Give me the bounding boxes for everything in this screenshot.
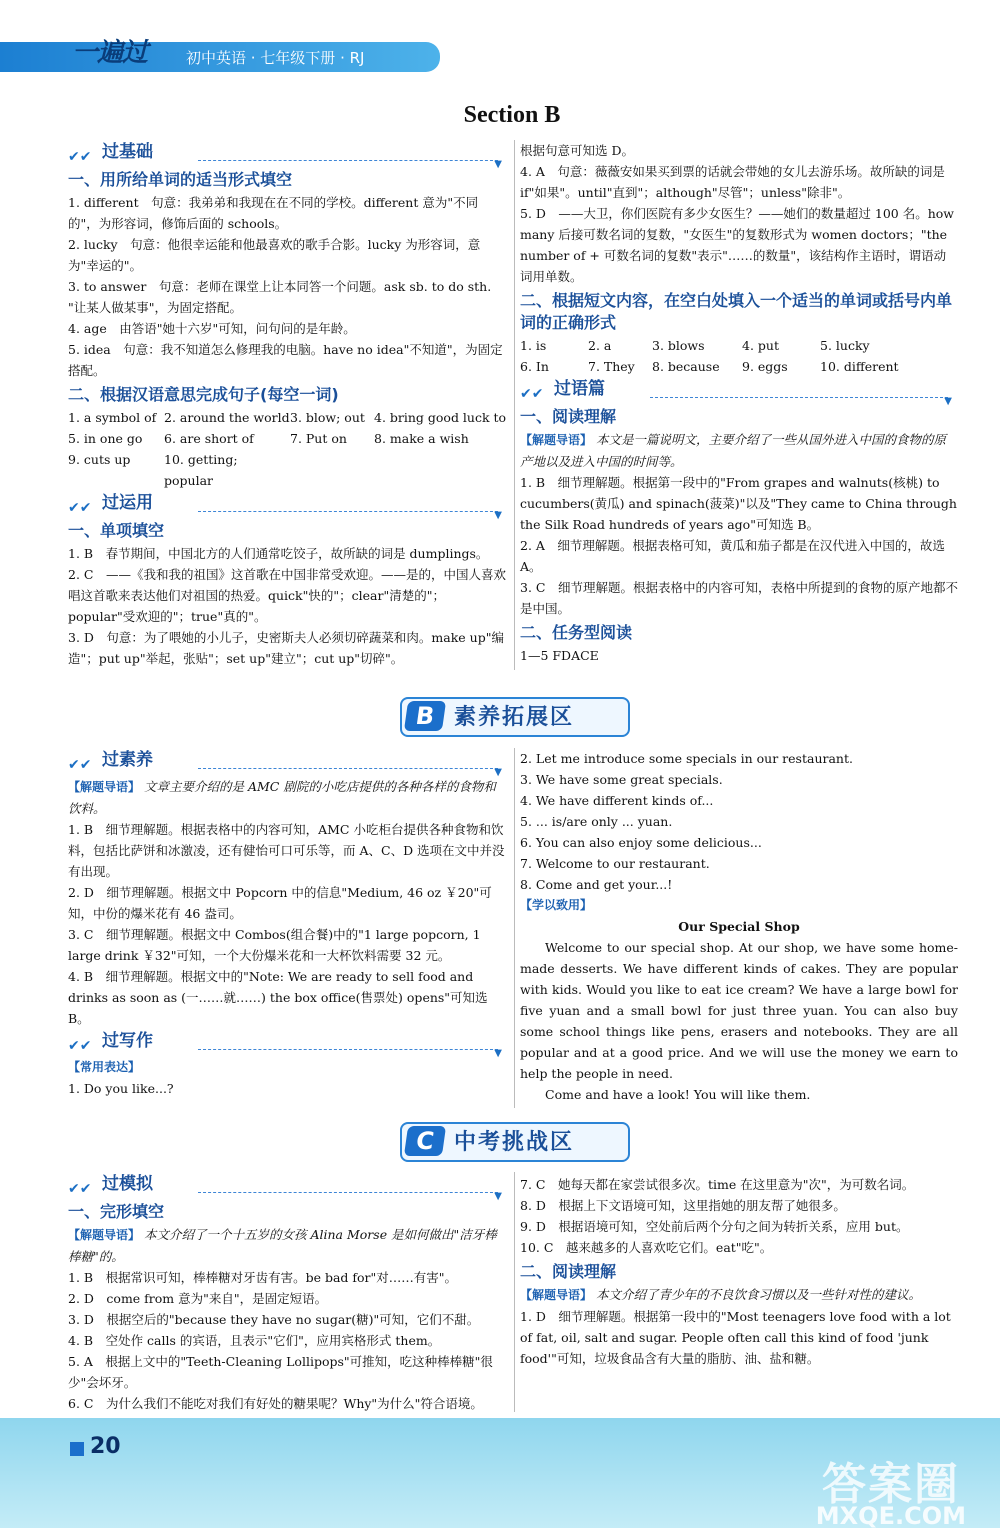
answer-item: 2. D 细节理解题。根据文中 Popcorn 中的信息"Medium, 46 oz ￥20"可知，中份的爆米花有 46 盎司。 bbox=[68, 885, 492, 921]
guide-text: 【解题导语】 本文是一篇说明文，主要介绍了一些从国外进入中国的食物的原产地以及进入中国的时间等。 bbox=[520, 432, 947, 469]
band-application: ✔✔ 过运用 ▼ bbox=[68, 495, 508, 517]
essay-paragraph: Welcome to our special shop. At our shop, we have some home-made desserts. We have different kinds of cakes. They are popular with kids. Would you like to eat ice cream? We have a large bowl for five yuan and a small bowl for just three yuan. You can also buy some school things like pens, erasers and notebooks. They are all popular and at a good price. And we will use the money we earn to help the people in need. bbox=[520, 940, 958, 1081]
heading-task-reading: 二、任务型阅读 bbox=[520, 623, 633, 642]
answer-item: 2. D come from 意为"来自"，是固定短语。 bbox=[68, 1291, 328, 1306]
answer-row: 9. cuts up 10. getting; popular bbox=[68, 452, 238, 488]
page-footer bbox=[0, 1418, 1000, 1528]
heading-complete-sentences: 二、根据汉语意思完成句子(每空一词) bbox=[68, 385, 339, 404]
arrow-down-icon: ▼ bbox=[494, 510, 502, 521]
heading-reading: 二、阅读理解 bbox=[520, 1262, 617, 1281]
expression-item: 7. Welcome to our restaurant. bbox=[520, 856, 710, 871]
answer-item: 4. B 空处作 calls 的宾语，且表示"它们"，应用宾格形式 them。 bbox=[68, 1333, 441, 1348]
answer-item: 4. A 句意：薇薇安如果买到票的话就会带她的女儿去游乐场。故所缺的词是 if"如果"。until"直到"；although"尽管"；unless"除非"。 bbox=[520, 164, 945, 200]
expression-item: 4. We have different kinds of... bbox=[520, 793, 714, 808]
answer-item: 4. age 由答语"她十六岁"可知，问句问的是年龄。 bbox=[68, 321, 356, 336]
band-literacy: ✔✔ 过素养 ▼ bbox=[68, 752, 508, 774]
answer-item: 3. C 细节理解题。根据表格中的内容可知，表格中所提到的食物的原产地都不是中国。 bbox=[520, 580, 958, 616]
column-divider bbox=[514, 1172, 515, 1412]
expression-item: 6. You can also enjoy some delicious... bbox=[520, 835, 762, 850]
answer-item: 1. D 细节理解题。根据第一段中的"Most teenagers love food with a lot of fat, oil, salt and sugar. People often call this kind of food 'junk food'"可知，垃圾食品含有大量的脂肪、油、盐和糖。 bbox=[520, 1309, 951, 1366]
answer-item: 2. A 细节理解题。根据表格可知，黄瓜和茄子都是在汉代进入中国的，故选 A。 bbox=[520, 538, 945, 574]
expressions-tag: 【常用表达】 bbox=[68, 1060, 141, 1074]
banner-label: 中考挑战区 bbox=[454, 1130, 575, 1155]
heading-word-forms: 一、用所给单词的适当形式填空 bbox=[68, 170, 293, 189]
arrow-down-icon: ▼ bbox=[494, 1191, 502, 1202]
band-writing: ✔✔ 过写作 ▼ bbox=[68, 1033, 508, 1055]
check-marks-icon: ✔✔ bbox=[68, 1181, 92, 1197]
answer-item: 2. C ——《我和我的祖国》这首歌在中国非常受欢迎。——是的，中国人喜欢唱这首歌来表达他们对祖国的热爱。quick"快的"；clear"清楚的"；popular"受欢迎的"；true"真的"。 bbox=[68, 567, 506, 624]
heading-cloze: 一、完形填空 bbox=[68, 1202, 165, 1221]
answer-item: 根据句意可知选 D。 bbox=[520, 143, 634, 158]
bottom-left-column bbox=[68, 1172, 508, 1414]
expression-item: 5. ... is/are only ... yuan. bbox=[520, 814, 673, 829]
essay-body bbox=[520, 937, 958, 1105]
answer-item: 3. D 根据空后的"because they have no sugar(糖)"可知，它们不甜。 bbox=[68, 1312, 480, 1327]
banner-literacy-zone bbox=[400, 697, 630, 737]
answer-item: 1. B 细节理解题。根据第一段中的"From grapes and walnuts(核桃) to cucumbers(黄瓜) and spinach(菠菜)"以及"They came to China through the Silk Road hundreds of years ago"可知选 B。 bbox=[520, 475, 957, 532]
column-divider bbox=[514, 140, 515, 670]
band-simulation: ✔✔ 过模拟 ▼ bbox=[68, 1176, 508, 1198]
expression-item: 2. Let me introduce some specials in our restaurant. bbox=[520, 751, 853, 766]
answer-row: 1. is 2. a 3. blows 4. put 5. lucky bbox=[520, 338, 870, 353]
apply-tag: 【学以致用】 bbox=[520, 898, 593, 912]
watermark-url: MXQE.COM bbox=[815, 1502, 966, 1530]
answer-item: 4. B 细节理解题。根据文中的"Note: We are ready to sell food and drinks as soon as (一……就……) the box office(售票处) opens"可知选 B。 bbox=[68, 969, 488, 1026]
answer-item: 7. C 她每天都在家尝试很多次。time 在这里意为"次"，为可数名词。 bbox=[520, 1177, 915, 1192]
answer-item: 3. C 细节理解题。根据文中 Combos(组合餐)中的"1 large popcorn, 1 large drink ￥32"可知，一个大份爆米花和一大杯饮料需要 32 元。 bbox=[68, 927, 481, 963]
guide-text: 【解题导语】 文章主要介绍的是 AMC 剧院的小吃店提供的各种各样的食物和饮料。 bbox=[68, 779, 496, 816]
check-marks-icon: ✔✔ bbox=[68, 500, 92, 516]
mid-right-column bbox=[520, 748, 958, 1105]
answer-item: 5. A 根据上文中的"Teeth-Cleaning Lollipops"可推知，吃这种棒棒糖"很少"会坏牙。 bbox=[68, 1354, 493, 1390]
banner-letter: C bbox=[404, 1126, 446, 1156]
heading-fill-blanks: 二、根据短文内容，在空白处填入一个适当的单词或括号内单词的正确形式 bbox=[520, 291, 953, 332]
answer-item: 3. D 句意：为了喂她的小儿子，史密斯夫人必须切碎蔬菜和肉。make up"编造"；put up"举起，张贴"；set up"建立"；cut up"切碎"。 bbox=[68, 630, 504, 666]
check-marks-icon: ✔✔ bbox=[520, 386, 544, 402]
heading-reading: 一、阅读理解 bbox=[520, 407, 617, 426]
page-marker-icon bbox=[70, 1442, 84, 1456]
answer-row: 6. In 7. They 8. because 9. eggs 10. different bbox=[520, 359, 899, 374]
answer-item: 8. D 根据上下文语境可知，这里指她的朋友帮了她很多。 bbox=[520, 1198, 846, 1213]
answer-item: 1—5 FDACE bbox=[520, 648, 599, 663]
brand-logo: 一遍过 bbox=[72, 38, 148, 68]
guide-text: 【解题导语】 本文介绍了青少年的不良饮食习惯以及一些针对性的建议。 bbox=[520, 1287, 922, 1302]
banner-exam-zone bbox=[400, 1122, 630, 1162]
answer-item: 10. C 越来越多的人喜欢吃它们。eat"吃"。 bbox=[520, 1240, 773, 1255]
book-label: 初中英语 · 七年级下册 · RJ bbox=[186, 49, 365, 67]
answer-item: 9. D 根据语境可知，空处前后两个分句之间为转折关系，应用 but。 bbox=[520, 1219, 909, 1234]
column-divider bbox=[514, 748, 515, 1108]
band-passages: ✔✔ 过语篇 ▼ bbox=[520, 381, 958, 403]
answer-item: 2. lucky 句意：他很幸运能和他最喜欢的歌手合影。lucky 为形容词，意为"幸运的"。 bbox=[68, 237, 481, 273]
band-basics: ✔✔ 过基础 ▼ bbox=[68, 144, 508, 166]
top-left-column bbox=[68, 140, 508, 669]
expression-item: 8. Come and get your...! bbox=[520, 877, 673, 892]
page-header bbox=[0, 30, 1000, 80]
essay-paragraph: Come and have a look! You will like them. bbox=[545, 1087, 811, 1102]
top-right-column bbox=[520, 140, 958, 666]
watermark-logo: 答案圈 bbox=[822, 1459, 960, 1510]
check-marks-icon: ✔✔ bbox=[68, 1038, 92, 1054]
heading-single-choice: 一、单项填空 bbox=[68, 521, 165, 540]
answer-row: 5. in one go 6. are short of 7. Put on 8. make a wish bbox=[68, 431, 469, 446]
page-number: 20 bbox=[90, 1434, 121, 1459]
essay-title: Our Special Shop bbox=[678, 919, 800, 934]
arrow-down-icon: ▼ bbox=[494, 1048, 502, 1059]
guide-text: 【解题导语】 本文介绍了一个十五岁的女孩 Alina Morse 是如何做出"洁牙棒棒糖"的。 bbox=[68, 1227, 497, 1264]
arrow-down-icon: ▼ bbox=[494, 159, 502, 170]
answer-item: 1. B 根据常识可知，棒棒糖对牙齿有害。be bad for"对……有害"。 bbox=[68, 1270, 458, 1285]
mid-left-column bbox=[68, 748, 508, 1099]
answer-item: 5. D ——大卫，你们医院有多少女医生？——她们的数量超过 100 名。how many 后接可数名词的复数，"女医生"的复数形式为 women doctors；"the number of + 可数名词的复数"表示"……的数量"，该结构作主语时，谓语动词用单数。 bbox=[520, 206, 955, 284]
check-marks-icon: ✔✔ bbox=[68, 149, 92, 165]
banner-label: 素养拓展区 bbox=[454, 705, 575, 730]
check-marks-icon: ✔✔ bbox=[68, 757, 92, 773]
answer-row: 1. a symbol of 2. around the world 3. blow; out 4. bring good luck to bbox=[68, 410, 507, 425]
answer-item: 6. C 为什么我们不能吃对我们有好处的糖果呢？Why"为什么"符合语境。 bbox=[68, 1396, 483, 1411]
expression-item: 3. We have some great specials. bbox=[520, 772, 723, 787]
banner-letter: B bbox=[404, 701, 446, 731]
answer-item: 1. different 句意：我弟弟和我现在在不同的学校。different 意为"不同的"，为形容词，修饰后面的 schools。 bbox=[68, 195, 479, 231]
answer-item: 5. idea 句意：我不知道怎么修理我的电脑。have no idea"不知道"，为固定搭配。 bbox=[68, 342, 503, 378]
bottom-right-column bbox=[520, 1174, 958, 1369]
arrow-down-icon: ▼ bbox=[944, 396, 952, 407]
answer-item: 1. B 细节理解题。根据表格中的内容可知，AMC 小吃柜台提供各种食物和饮料，包括比萨饼和冰激凌，还有健怡可口可乐等，而 A、C、D 选项在文中并没有出现。 bbox=[68, 822, 505, 879]
arrow-down-icon: ▼ bbox=[494, 767, 502, 778]
answer-item: 1. B 春节期间，中国北方的人们通常吃饺子，故所缺的词是 dumplings。 bbox=[68, 546, 489, 561]
section-title: Section B bbox=[463, 102, 561, 128]
answer-item: 3. to answer 句意：老师在课堂上让本同答一个问题。ask sb. to do sth. "让某人做某事"，为固定搭配。 bbox=[68, 279, 492, 315]
expression-item: 1. Do you like...? bbox=[68, 1081, 174, 1096]
